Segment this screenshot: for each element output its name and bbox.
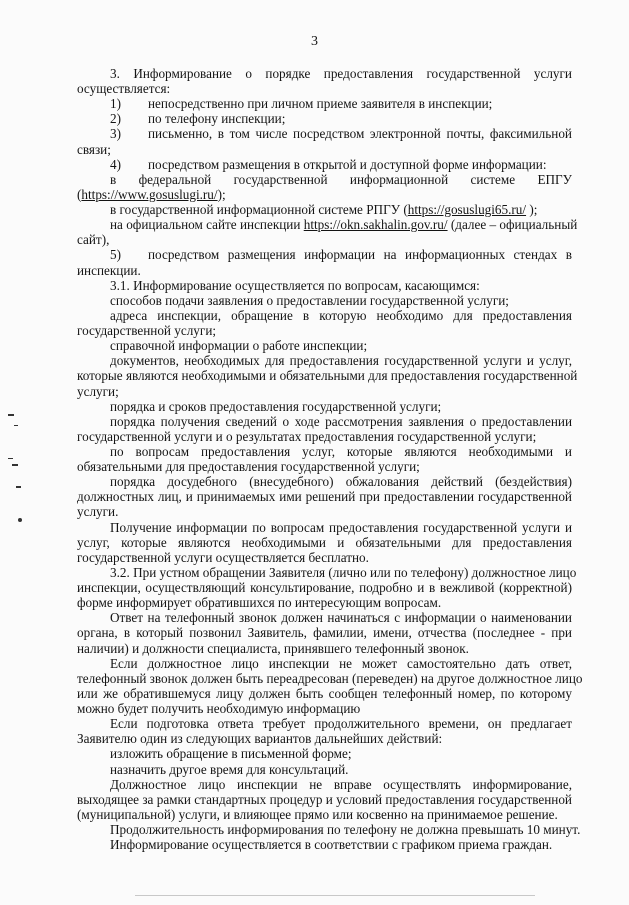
text-line bbox=[110, 172, 572, 187]
text-fragment: выходящее за рамки стандартных процедур и условий предоставления государственной bbox=[77, 791, 572, 807]
text-line bbox=[77, 187, 572, 202]
line-text bbox=[110, 837, 552, 852]
text-line bbox=[77, 142, 572, 157]
line-text bbox=[110, 565, 576, 580]
line-text bbox=[110, 520, 572, 535]
text-fragment: посредством размещения в открытой и доступной форме информации: bbox=[148, 156, 547, 172]
line-text bbox=[77, 580, 572, 595]
line-text bbox=[110, 656, 572, 671]
text-line bbox=[110, 278, 572, 293]
text-line bbox=[110, 777, 572, 792]
text-line bbox=[110, 746, 572, 761]
text-line bbox=[77, 429, 572, 444]
text-line bbox=[77, 701, 572, 716]
text-line bbox=[110, 202, 572, 217]
text-line bbox=[110, 126, 572, 141]
list-number: 3) bbox=[110, 126, 121, 142]
text-fragment: государственной услуги; bbox=[77, 323, 217, 339]
line-text bbox=[77, 489, 572, 504]
text-line bbox=[77, 580, 572, 595]
text-line bbox=[110, 444, 572, 459]
line-text bbox=[77, 686, 572, 701]
line-text bbox=[77, 625, 572, 640]
line-text bbox=[77, 384, 119, 399]
text-line bbox=[77, 384, 572, 399]
scan-mark bbox=[18, 518, 22, 522]
text-fragment: Заявителю один из следующих вариантов дальнейших действий: bbox=[77, 731, 443, 747]
line-text bbox=[77, 263, 141, 278]
text-fragment: которые являются необходимыми и обязательными для предоставления государственной bbox=[77, 368, 578, 384]
text-fragment: должностных лиц, и принимаемых ими решений при предоставлении государственной bbox=[77, 489, 572, 505]
text-line bbox=[77, 504, 572, 519]
text-line bbox=[77, 550, 572, 565]
text-fragment: по вопросам предоставления услуг, которые являются необходимыми и bbox=[110, 444, 572, 459]
text-fragment: в федеральной государственной информационной системе ЕПГУ bbox=[110, 171, 572, 187]
line-text bbox=[110, 66, 572, 81]
text-fragment: адреса инспекции, обращение в которую необходимо для предоставления bbox=[110, 307, 572, 323]
text-fragment: инспекции, осуществляющий консультирование, подробно и в вежливой (корректной) bbox=[77, 580, 572, 596]
text-line bbox=[77, 792, 572, 807]
text-fragment: сайт), bbox=[77, 232, 110, 248]
line-text bbox=[110, 278, 480, 293]
text-line bbox=[110, 96, 572, 111]
text-fragment: связи; bbox=[77, 141, 111, 157]
text-fragment: обязательными для предоставления государственной услуги; bbox=[77, 459, 420, 475]
text-fragment: услуги; bbox=[77, 383, 119, 399]
text-line bbox=[110, 837, 572, 852]
line-text bbox=[77, 792, 572, 807]
line-text bbox=[110, 444, 572, 459]
line-text bbox=[110, 353, 572, 368]
text-line bbox=[77, 232, 572, 247]
list-number: 4) bbox=[110, 156, 121, 172]
line-text bbox=[110, 610, 572, 625]
text-fragment: способов подачи заявления о предоставлении государственной услуги; bbox=[110, 292, 509, 308]
text-fragment: Если должностное лицо инспекции не может самостоятельно дать ответ, bbox=[110, 655, 572, 671]
text-fragment: по телефону инспекции; bbox=[148, 111, 286, 127]
text-line bbox=[77, 323, 572, 338]
text-fragment: порядка досудебного (внесудебного) обжалования действий (бездействия) bbox=[110, 474, 572, 490]
scan-mark bbox=[8, 414, 14, 416]
url-link[interactable]: https://okn.sakhalin.gov.ru/ bbox=[303, 217, 448, 233]
scan-mark bbox=[12, 464, 18, 466]
text-fragment: ); bbox=[526, 202, 538, 218]
line-text bbox=[110, 172, 572, 187]
line-text bbox=[77, 641, 469, 656]
text-line bbox=[110, 353, 572, 368]
line-text bbox=[77, 368, 577, 383]
text-fragment: посредством размещения информации на информационных стендах в bbox=[148, 247, 572, 263]
text-line bbox=[110, 762, 572, 777]
text-fragment: государственной услуги и о результатах предоставления государственной услуги; bbox=[77, 428, 537, 444]
text-fragment: Ответ на телефонный звонок должен начинаться с информации о наименовании bbox=[110, 610, 572, 626]
url-link[interactable]: https://gosuslugi65.ru/ bbox=[407, 202, 527, 218]
line-text bbox=[77, 142, 111, 157]
scan-mark bbox=[16, 486, 21, 488]
text-fragment: или же обратившемуся лицу должен быть сообщен телефонный номер, по которому bbox=[77, 685, 572, 701]
page-number: 3 bbox=[311, 34, 318, 49]
line-text bbox=[110, 217, 577, 232]
line-text bbox=[110, 414, 572, 429]
line-text bbox=[77, 429, 536, 444]
text-fragment: Должностное лицо инспекции не вправе осуществлять информирование, bbox=[110, 776, 572, 792]
text-line bbox=[77, 641, 572, 656]
text-line bbox=[77, 686, 572, 701]
text-fragment: ( bbox=[77, 186, 82, 202]
line-text bbox=[110, 777, 572, 792]
line-text bbox=[110, 474, 572, 489]
line-text bbox=[77, 81, 170, 96]
text-line bbox=[110, 656, 572, 671]
text-fragment: органа, в который позвонил Заявитель, фамилии, имени, отчества (последнее - при bbox=[77, 625, 572, 641]
text-fragment: Информирование осуществляется в соответствии с графиком приема граждан. bbox=[110, 837, 553, 853]
text-fragment: 3. Информирование о порядке предоставления государственной услуги bbox=[110, 66, 572, 81]
text-line bbox=[110, 247, 572, 262]
text-fragment: на официальном сайте инспекции bbox=[110, 217, 304, 233]
line-text bbox=[110, 399, 441, 414]
text-fragment: документов, необходимых для предоставления государственной услуги и услуг, bbox=[110, 353, 572, 369]
text-fragment: письменно, в том числе посредством электронной почты, факсимильной bbox=[148, 126, 572, 142]
line-text bbox=[77, 807, 558, 822]
line-text bbox=[110, 202, 537, 217]
line-text bbox=[77, 595, 441, 610]
line-text bbox=[77, 323, 216, 338]
scan-edge-line bbox=[135, 895, 535, 896]
url-link[interactable]: https://www.gosuslugi.ru/ bbox=[81, 186, 218, 202]
text-fragment: осуществляется: bbox=[77, 81, 171, 97]
text-fragment: в государственной информационной системе РПГУ ( bbox=[110, 202, 408, 218]
list-number: 5) bbox=[110, 247, 121, 263]
text-fragment: изложить обращение в письменной форме; bbox=[110, 746, 352, 762]
line-text bbox=[110, 762, 348, 777]
text-line bbox=[77, 459, 572, 474]
text-fragment: телефонный звонок должен быть переадресован (переведен) на другое должностное лицо bbox=[77, 670, 583, 686]
text-line bbox=[110, 520, 572, 535]
text-line bbox=[110, 338, 572, 353]
text-line bbox=[77, 625, 572, 640]
line-text bbox=[110, 293, 509, 308]
line-text bbox=[77, 671, 583, 686]
text-fragment: 3.1. Информирование осуществляется по вопросам, касающимся: bbox=[110, 277, 480, 293]
text-line bbox=[77, 535, 572, 550]
line-text bbox=[77, 459, 420, 474]
text-fragment: (далее – официальный bbox=[447, 217, 578, 233]
line-text bbox=[77, 701, 360, 716]
line-text bbox=[110, 716, 572, 731]
line-text bbox=[77, 535, 572, 550]
text-fragment: Продолжительность информирования по телефону не должна превышать 10 минут. bbox=[110, 822, 581, 837]
text-line bbox=[110, 293, 572, 308]
text-line bbox=[110, 610, 572, 625]
text-fragment: Если подготовка ответа требует продолжительного времени, он предлагает bbox=[110, 716, 572, 732]
line-text bbox=[110, 822, 580, 837]
line-text bbox=[148, 247, 572, 262]
line-text bbox=[77, 187, 226, 202]
text-line bbox=[110, 414, 572, 429]
text-line bbox=[110, 822, 581, 837]
text-fragment: (муниципальной) услуги, и влияющее прямо или косвенно на принимаемое решение. bbox=[77, 806, 558, 822]
scan-mark bbox=[14, 425, 18, 426]
line-text bbox=[110, 308, 572, 323]
text-fragment: инспекции. bbox=[77, 262, 141, 278]
text-fragment: ); bbox=[217, 186, 226, 202]
text-line bbox=[110, 66, 572, 81]
text-line bbox=[110, 564, 577, 580]
text-line bbox=[110, 474, 572, 489]
line-text bbox=[110, 746, 352, 761]
text-fragment: порядка получения сведений о ходе рассмотрения заявления о предоставлении bbox=[110, 413, 572, 429]
text-fragment: можно будет получить необходимую информацию bbox=[77, 701, 361, 717]
text-fragment: непосредственно при личном приеме заявителя в инспекции; bbox=[148, 96, 493, 112]
line-text bbox=[148, 126, 572, 141]
list-number: 2) bbox=[110, 111, 121, 127]
text-line bbox=[77, 670, 583, 686]
text-fragment: государственной услуги осуществляется бесплатно. bbox=[77, 549, 369, 565]
line-text bbox=[148, 96, 492, 111]
text-fragment: порядка и сроков предоставления государственной услуги; bbox=[110, 398, 442, 414]
text-fragment: форме информирует обратившихся по интересующим вопросам. bbox=[77, 595, 442, 611]
text-fragment: наличии) и должности специалиста, принявшего телефонный звонок. bbox=[77, 640, 469, 656]
text-line bbox=[110, 111, 572, 126]
text-line bbox=[110, 308, 572, 323]
text-line bbox=[110, 399, 572, 414]
scan-mark bbox=[8, 458, 13, 459]
text-fragment: Получение информации по вопросам предоставления государственной услуги и bbox=[110, 519, 572, 535]
line-text bbox=[77, 504, 118, 519]
line-text bbox=[77, 232, 109, 247]
text-line bbox=[110, 716, 572, 731]
text-line bbox=[77, 263, 572, 278]
text-line bbox=[77, 807, 572, 822]
text-fragment: назначить другое время для консультаций. bbox=[110, 761, 349, 777]
line-text bbox=[77, 731, 442, 746]
text-fragment: услуг, которые являются необходимыми и обязательными для предоставления bbox=[77, 534, 572, 550]
text-fragment: 3.2. При устном обращении Заявителя (лично или по телефону) должностное лицо bbox=[110, 564, 577, 580]
text-fragment: услуги. bbox=[77, 504, 119, 520]
text-line bbox=[77, 368, 578, 384]
line-text bbox=[148, 111, 285, 126]
text-line bbox=[77, 489, 572, 504]
text-line bbox=[77, 81, 572, 96]
list-number: 1) bbox=[110, 96, 121, 112]
text-line bbox=[110, 157, 572, 172]
line-text bbox=[148, 157, 547, 172]
line-text bbox=[77, 550, 369, 565]
line-text bbox=[110, 338, 367, 353]
text-line bbox=[77, 731, 572, 746]
text-fragment: справочной информации о работе инспекции; bbox=[110, 338, 368, 354]
text-line bbox=[77, 595, 572, 610]
text-line bbox=[110, 217, 578, 233]
